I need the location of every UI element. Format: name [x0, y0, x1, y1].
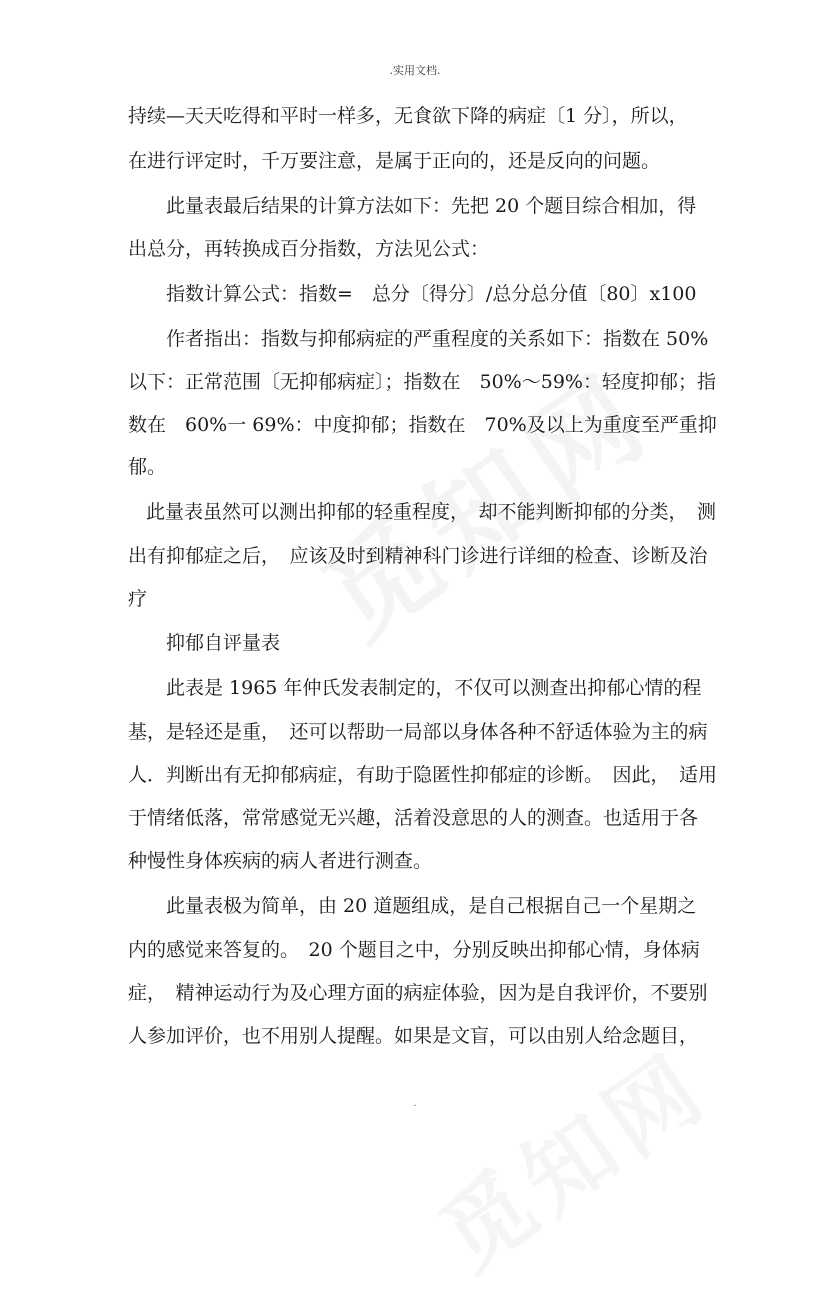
paragraph-line: 数在 60%一 69%：中度抑郁；指数在 70%及以上为重度至严重抑	[128, 414, 717, 436]
paragraph-line: 基，是轻还是重， 还可以帮助一局部以身体各种不舒适体验为主的病	[128, 721, 708, 743]
paragraph-line: 内的感觉来答复的。 20 个题目之中，分别反映出抑郁心情，身体病	[128, 939, 700, 961]
paragraph-line: 出有抑郁症之后， 应该及时到精神科门诊进行详细的检查、诊断及治	[128, 545, 708, 567]
paragraph-line: 人．判断出有无抑郁病症，有助于隐匿性抑郁症的诊断。 因此， 适用	[128, 764, 718, 786]
page-footer-mark: .	[413, 1098, 417, 1109]
paragraph-line: 于情绪低落，常常感觉无兴趣，活着没意思的人的测查。也适用于各	[128, 807, 699, 829]
paragraph-line: 以下：正常范围〔无抑郁病症〕；指数在 50%～59%：轻度抑郁；指	[128, 371, 716, 393]
paragraph-line: 种慢性身体疾病的病人者进行测查。	[128, 850, 433, 872]
paragraph-line: 此表是 1965 年仲氏发表制定的，不仅可以测查出抑郁心情的程	[166, 677, 702, 699]
paragraph-line: 此量表最后结果的计算方法如下：先把 20 个题目综合相加，得	[166, 195, 697, 217]
section-title: 抑郁自评量表	[166, 632, 281, 654]
watermark-lower	[410, 1016, 730, 1294]
paragraph-line: 持续—天天吃得和平时一样多，无食欲下降的病症〔1 分〕，所以，	[128, 105, 688, 127]
paragraph-line: 症， 精神运动行为及心理方面的病症体验，因为是自我评价，不要别	[128, 982, 708, 1004]
paragraph-line: 作者指出：指数与抑郁病症的严重程度的关系如下：指数在 50%	[166, 328, 709, 350]
paragraph-line: 此量表虽然可以测出抑郁的轻重程度， 却不能判断抑郁的分类， 测	[146, 501, 717, 523]
paragraph-line: 在进行评定时，千万要注意，是属于正向的，还是反向的问题。	[128, 150, 661, 172]
paragraph-line: 人参加评价，也不用别人提醒。如果是文盲，可以由别人给念题目，	[128, 1025, 699, 1047]
paragraph-line: 出总分，再转换成百分指数，方法见公式：	[128, 238, 490, 260]
paragraph-line: 郁。	[128, 456, 167, 478]
formula-line: 指数计算公式：指数= 总分〔得分〕/总分总分值〔80〕x100	[166, 283, 697, 305]
paragraph-line: 疗	[128, 588, 148, 610]
page-header: .实用文档.	[389, 64, 441, 77]
paragraph-line: 此量表极为简单，由 20 道题组成，是自己根据自己一个星期之	[166, 895, 697, 917]
